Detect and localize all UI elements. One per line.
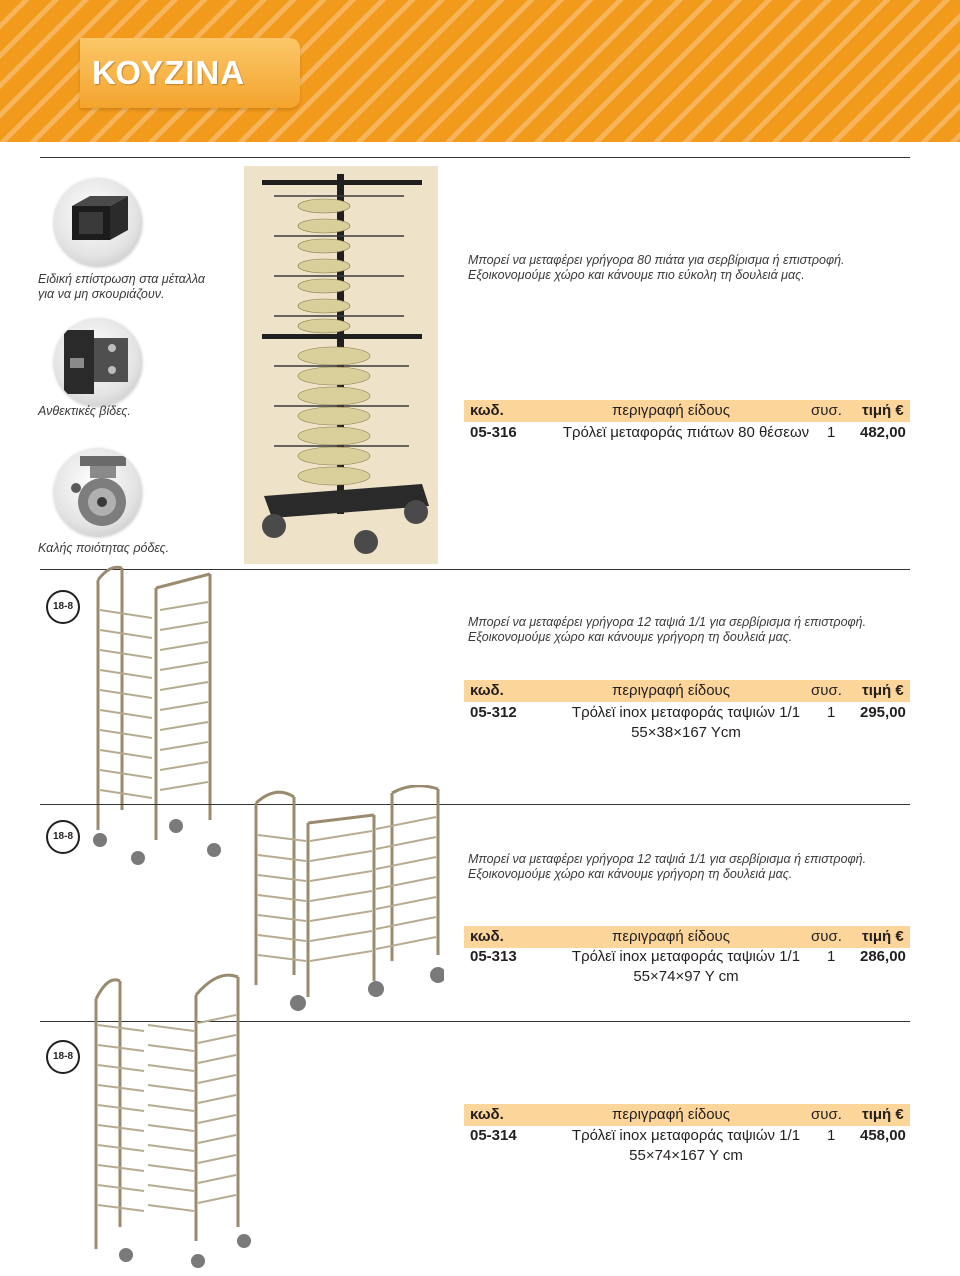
price-table-header: κωδ. περιγραφή είδους συσ. τιμή € xyxy=(464,1104,910,1126)
divider xyxy=(40,804,910,805)
tray-trolley-photo xyxy=(86,560,236,870)
caster-wheel-icon xyxy=(54,448,142,536)
table-row: 05-314 Τρόλεϊ inox μεταφοράς ταψιών 1/1 55×74×167 Y cm 1 458,00 xyxy=(470,1127,906,1164)
feature-label-wheels: Καλής ποιότητας ρόδες. xyxy=(38,541,170,555)
price-table-header: κωδ. περιγραφή είδους συσ. τιμή € xyxy=(464,680,910,702)
price-table-header: κωδ. περιγραφή είδους συσ. τιμή € xyxy=(464,400,910,422)
price-table-header: κωδ. περιγραφή είδους συσ. τιμή € xyxy=(464,926,910,948)
steel-grade-badge: 18-8 xyxy=(46,820,80,854)
page-title: ΚΟΥΖΙΝΑ xyxy=(92,54,246,91)
table-row: 05-312 Τρόλεϊ inox μεταφοράς ταψιών 1/1 55×38×167 Ycm 1 295,00 xyxy=(470,704,906,741)
square-tube-icon xyxy=(54,178,142,266)
steel-grade-badge: 18-8 xyxy=(46,590,80,624)
product-description: Μπορεί να μεταφέρει γρήγορα 12 ταψιά 1/1 για σερβίρισμα ή επιστροφή. Εξοικονομούμε χώρο και κάνουμε γρήγορη τη δουλειά μας. xyxy=(468,852,867,881)
feature-label-screws: Ανθεκτικές βίδες. xyxy=(38,404,131,418)
plate-trolley-photo xyxy=(244,166,438,564)
divider xyxy=(40,157,910,158)
product-description: Μπορεί να μεταφέρει γρήγορα 12 ταψιά 1/1 για σερβίρισμα ή επιστροφή. Εξοικονομούμε χώρο και κάνουμε γρήγορη τη δουλειά μας. xyxy=(468,615,867,644)
table-row: 05-316 Τρόλεϊ μεταφοράς πιάτων 80 θέσεων 1 482,00 xyxy=(470,424,906,441)
feature-label-coating: Ειδική επίστρωση στα μέταλλα για να μη σκουριάζουν. xyxy=(38,272,206,301)
steel-grade-badge: 18-8 xyxy=(46,1040,80,1074)
tray-trolley-tall-photo xyxy=(86,965,266,1271)
product-description: Μπορεί να μεταφέρει γρήγορα 80 πιάτα για σερβίρισμα ή επιστροφή. Εξοικονομούμε χώρο και κάνουμε πιο εύκολη τη δουλειά μας. xyxy=(468,253,845,282)
tray-trolley-low-photo xyxy=(248,785,444,1015)
hinge-icon xyxy=(54,318,142,406)
table-row: 05-313 Τρόλεϊ inox μεταφοράς ταψιών 1/1 55×74×97 Y cm 1 286,00 xyxy=(470,948,906,985)
